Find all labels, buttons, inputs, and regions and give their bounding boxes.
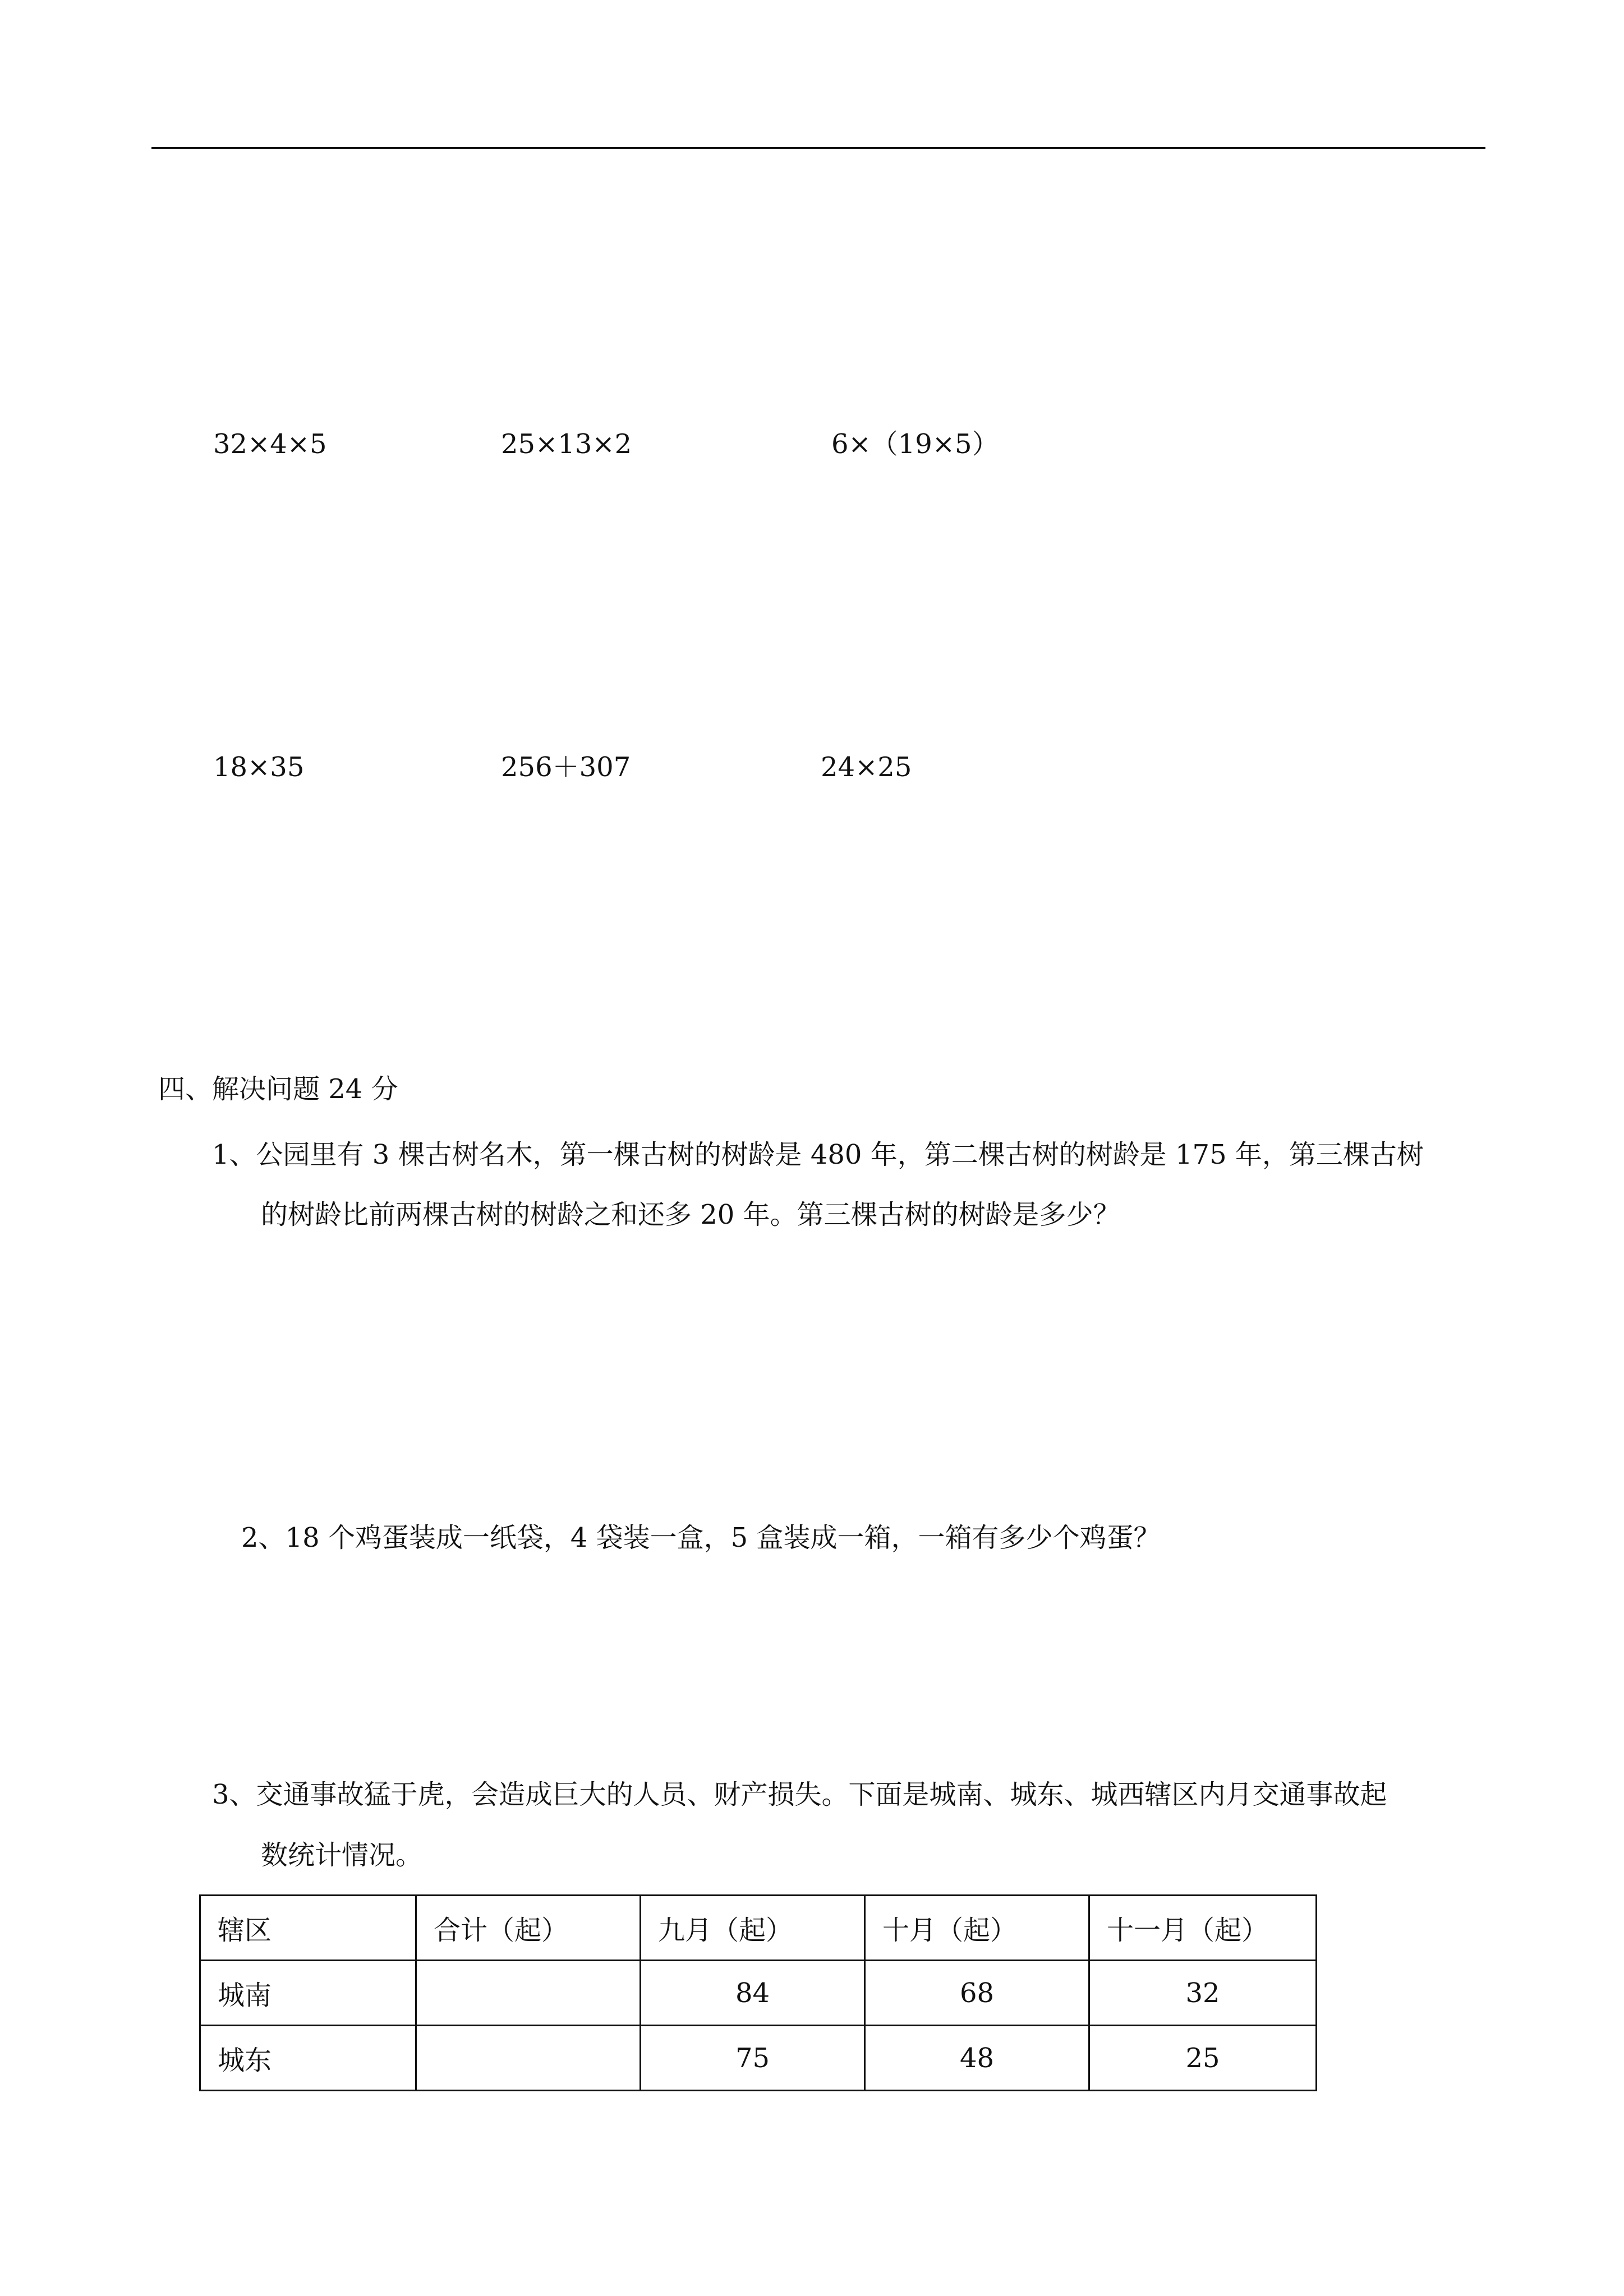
- table-header-row: [200, 1896, 1317, 1961]
- district-cell: 城南: [200, 1961, 416, 2026]
- september-cell: 84: [641, 1961, 865, 2026]
- table-header-cell: 九月（起）: [641, 1896, 865, 1961]
- calc-expression: 25×13×2: [501, 428, 632, 460]
- table-header-cell: 辖区: [200, 1896, 416, 1961]
- calc-expression: 32×4×5: [213, 428, 327, 460]
- october-cell: 48: [865, 2026, 1089, 2091]
- problem-1-line-2: 的树龄比前两棵古树的树龄之和还多 20 年。第三棵古树的树龄是多少？: [261, 1199, 1120, 1230]
- september-cell: 75: [641, 2026, 865, 2091]
- table-row: [200, 2026, 1317, 2091]
- problem-1-line-1: 1、公园里有 3 棵古树名木，第一棵古树的树龄是 480 年，第二棵古树的树龄是 175 年，第三棵古树: [212, 1139, 1424, 1170]
- calc-expression: 256＋307: [501, 751, 631, 783]
- total-cell: [416, 1961, 641, 2026]
- table-header-cell: 合计（起）: [416, 1896, 641, 1961]
- table-header-cell: 十一月（起）: [1089, 1896, 1317, 1961]
- calc-expression: 18×35: [213, 751, 305, 783]
- november-cell: 32: [1089, 1961, 1317, 2026]
- november-cell: 25: [1089, 2026, 1317, 2091]
- calc-expression: 24×25: [821, 751, 912, 783]
- table-row: [200, 1961, 1317, 2026]
- problem-3-line-1: 3、交通事故猛于虎，会造成巨大的人员、财产损失。下面是城南、城东、城西辖区内月交通事故起: [212, 1779, 1387, 1810]
- district-cell: 城东: [200, 2026, 416, 2091]
- october-cell: 68: [865, 1961, 1089, 2026]
- problem-2-line-1: 2、18 个鸡蛋装成一纸袋，4 袋装一盒，5 盒装成一箱，一箱有多少个鸡蛋？: [241, 1522, 1161, 1553]
- total-cell: [416, 2026, 641, 2091]
- calc-expression: 6×（19×5）: [831, 428, 999, 460]
- header-rule: [151, 147, 1485, 149]
- accident-stats-table: [199, 1894, 1317, 2091]
- problem-3-line-2: 数统计情况。: [261, 1839, 423, 1871]
- section-heading: 四、解决问题 24 分: [158, 1073, 398, 1105]
- table-header-cell: 十月（起）: [865, 1896, 1089, 1961]
